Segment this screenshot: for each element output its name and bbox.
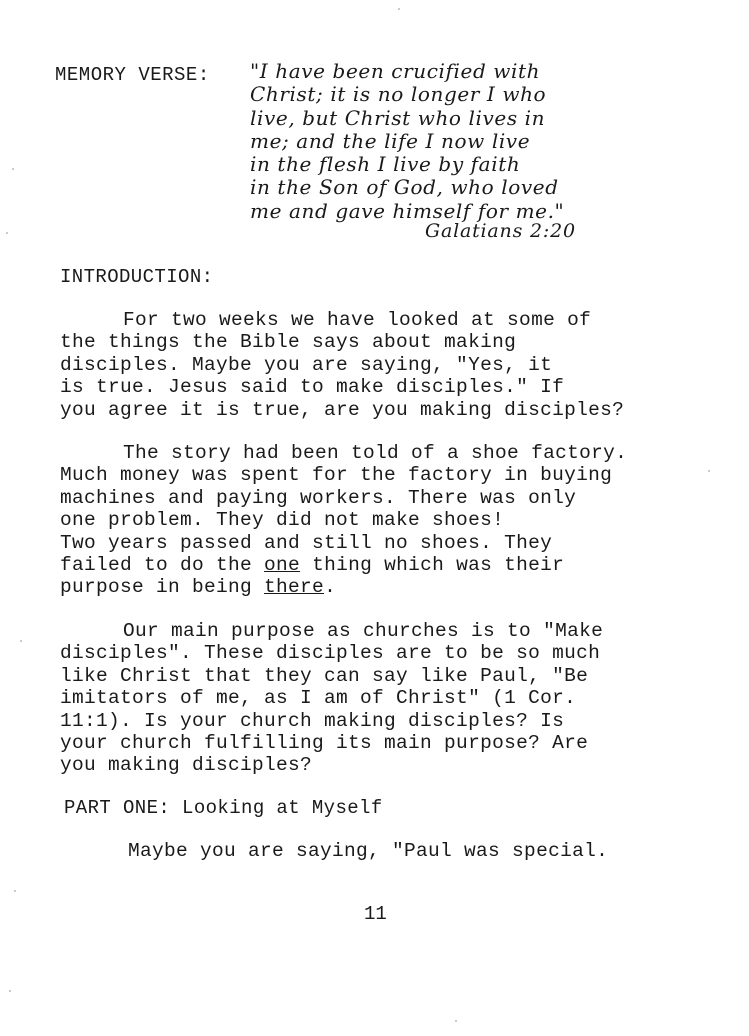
verse-line: "I have been crucified with	[250, 59, 541, 83]
verse-reference: Galatians 2:20	[425, 220, 576, 242]
scan-speck	[9, 990, 11, 992]
underlined-word: there	[264, 576, 325, 599]
paragraph-line: disciples". These disciples are to be so much	[60, 642, 601, 665]
verse-line: live, but Christ who lives in	[250, 105, 546, 130]
verse-line: in the Son of God, who loved	[250, 175, 559, 200]
paragraph-line: the things the Bible says about making	[60, 331, 517, 354]
paragraph-line: machines and paying workers. There was only	[60, 486, 577, 509]
verse-line: me and gave himself for me."	[250, 198, 565, 223]
paragraph-line: imitators of me, as I am of Christ" (1 Cor.	[60, 687, 577, 710]
part-one-paragraph	[60, 840, 680, 862]
paragraph-line: you agree it is true, are you making disciples?	[60, 398, 625, 421]
underlined-word: one	[264, 554, 301, 577]
memory-verse-label: MEMORY VERSE:	[55, 64, 210, 86]
paragraph-line: Our main purpose as churches is to "Make	[123, 620, 604, 642]
paragraph-line: disciples. Maybe you are saying, "Yes, it	[60, 353, 553, 376]
paragraph-line: one problem. They did not make shoes!	[60, 509, 505, 532]
verse-line: Christ; it is no longer I who	[250, 82, 547, 107]
line-text: failed to do the	[60, 554, 265, 577]
introduction-heading: INTRODUCTION:	[60, 266, 214, 288]
scan-speck	[6, 232, 8, 234]
paragraph-line: Much money was spent for the factory in buying	[60, 464, 613, 487]
paragraph-line	[60, 576, 680, 598]
intro-paragraph-2	[60, 442, 680, 599]
paragraph-line: For two weeks we have looked at some of	[123, 309, 592, 331]
paragraph-line: like Christ that they can say like Paul, "Be	[60, 664, 589, 687]
scan-speck	[12, 168, 14, 170]
verse-line: in the flesh I live by faith	[250, 152, 521, 177]
paragraph-line: The story had been told of a shoe factory.	[123, 442, 628, 464]
intro-paragraph-1	[60, 309, 680, 421]
paragraph-line: 11:1). Is your church making disciples? Is	[60, 709, 565, 732]
scan-speck	[455, 1020, 457, 1022]
line-text: .	[324, 576, 337, 599]
paragraph-line: your church fulfilling its main purpose? Are	[60, 732, 589, 755]
memory-verse-text	[250, 60, 650, 223]
scan-speck	[14, 890, 16, 892]
verse-line: me; and the life I now live	[250, 128, 531, 153]
paragraph-line: Maybe you are saying, "Paul was special.	[128, 840, 609, 862]
line-text: purpose in being	[60, 576, 265, 599]
paragraph-line: you making disciples?	[60, 754, 313, 777]
line-text: thing which was their	[300, 554, 565, 577]
page-number: 11	[364, 903, 387, 925]
scan-speck	[708, 470, 710, 472]
part-one-heading: PART ONE: Looking at Myself	[64, 797, 383, 819]
scan-speck	[20, 640, 22, 642]
paragraph-line	[60, 554, 680, 576]
intro-paragraph-3	[60, 620, 680, 777]
scan-speck	[398, 8, 400, 10]
paragraph-line: is true. Jesus said to make disciples." If	[60, 376, 565, 399]
paragraph-line: Two years passed and still no shoes. They	[60, 531, 553, 554]
